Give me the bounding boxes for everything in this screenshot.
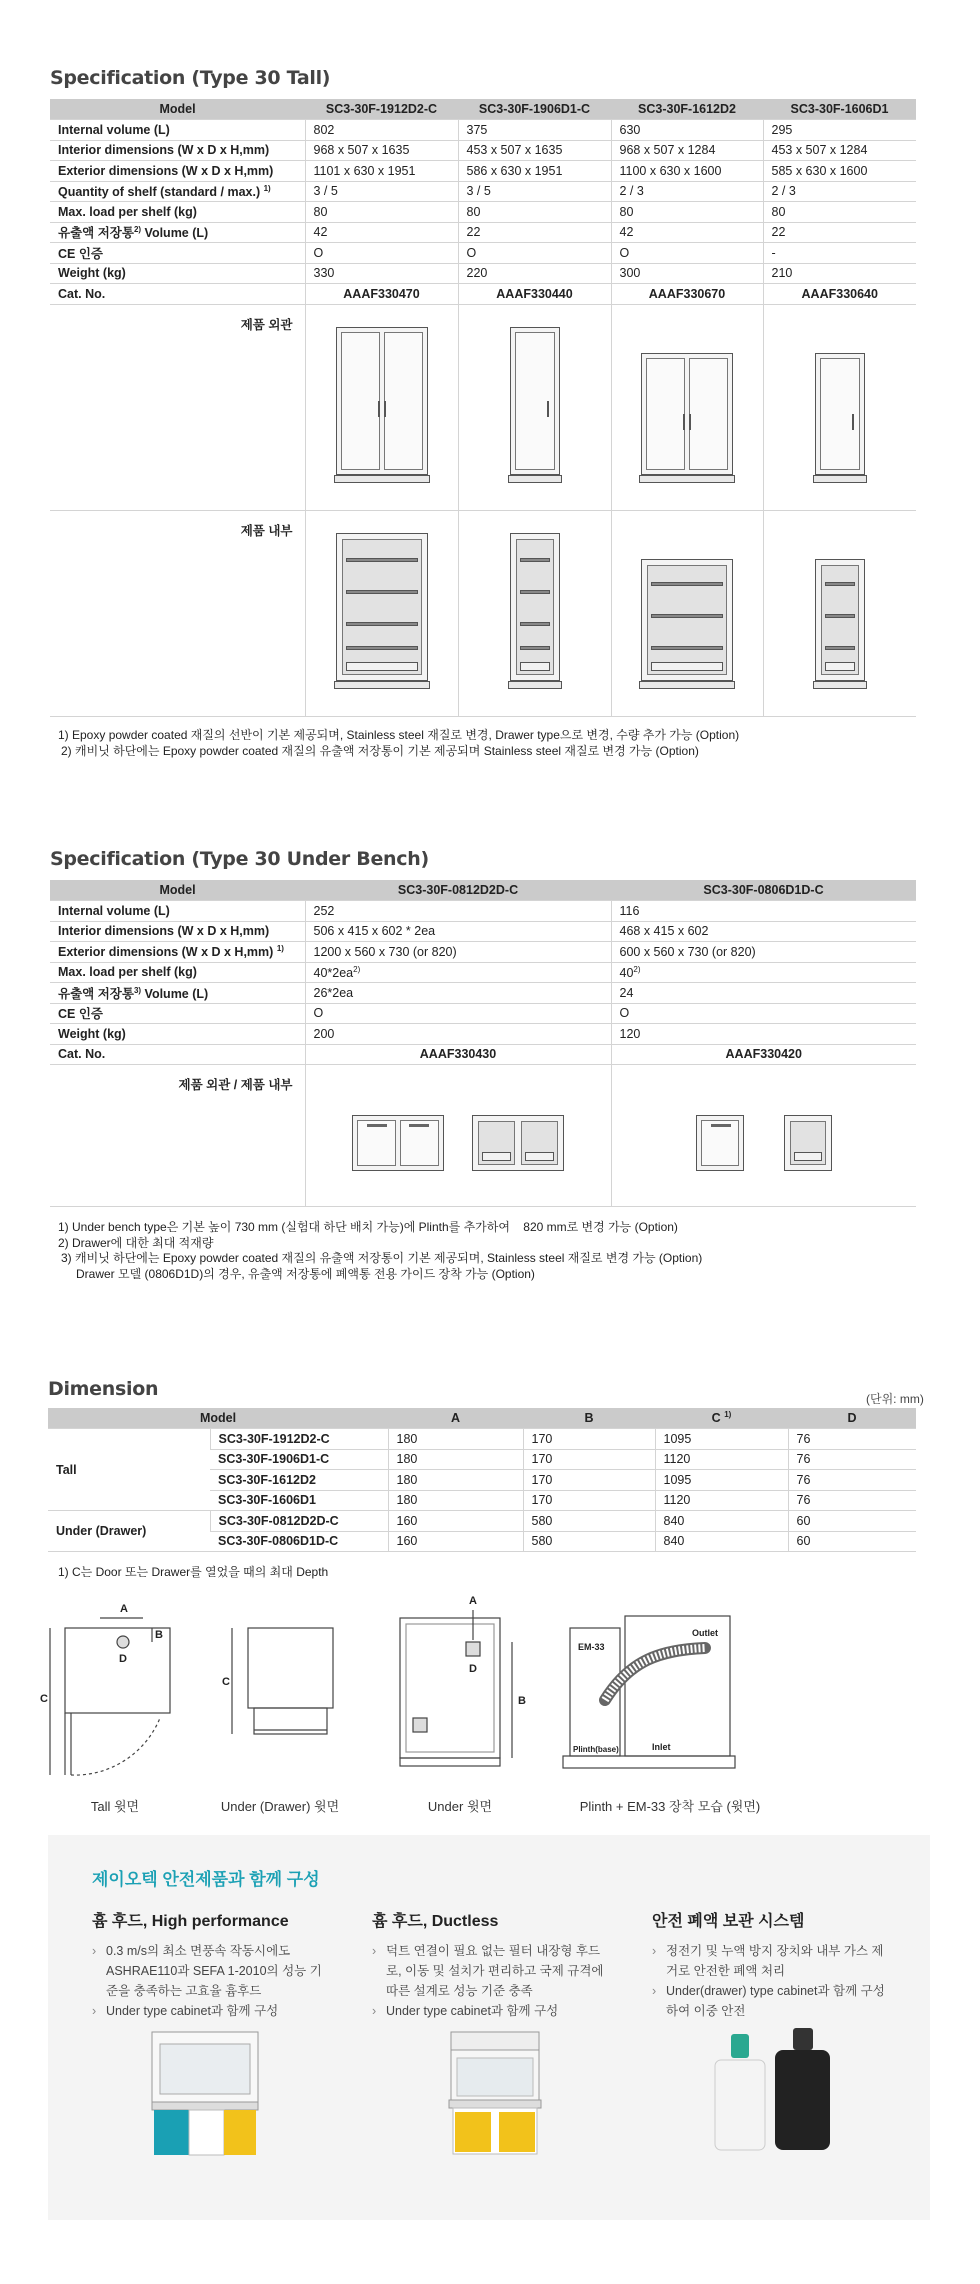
- image-cell: [458, 304, 611, 510]
- model-cell: SC3-30F-1906D1-C: [210, 1449, 388, 1470]
- cell: 76: [788, 1490, 916, 1511]
- cell: 580: [523, 1511, 655, 1532]
- label-text: 유출액 저장통: [58, 226, 134, 241]
- cell: 2 / 3: [611, 181, 763, 202]
- row-label: [50, 181, 305, 202]
- cat-no: AAAF330440: [458, 284, 611, 305]
- cell: 600 x 560 x 730 (or 820): [611, 942, 916, 963]
- note-line: 2) 캐비닛 하단에는 Epoxy powder coated 재질의 유출액 저장통이 기본 제공되며 Stainless steel 재질로 변경 가능 (Option): [61, 743, 699, 758]
- row-label: [50, 983, 305, 1004]
- cell: 375: [458, 120, 611, 141]
- table-row: [50, 284, 916, 305]
- note-line: 2) Drawer에 대한 최대 적재량: [58, 1235, 214, 1250]
- dim-letter-b: B: [155, 1629, 163, 1641]
- exterior-label: 제품 외관: [50, 304, 305, 510]
- cell: O: [611, 243, 763, 264]
- under-cabinet-exterior-image: [352, 1115, 444, 1171]
- cell: 802: [305, 120, 458, 141]
- header-c: [655, 1408, 788, 1429]
- table-row: [50, 1044, 916, 1065]
- model-cell: SC3-30F-1606D1: [210, 1490, 388, 1511]
- row-label: Exterior dimensions (W x D x H,mm): [50, 161, 305, 182]
- cell: 300: [611, 263, 763, 284]
- model-cell: SC3-30F-0812D2D-C: [210, 1511, 388, 1532]
- inlet-label: Inlet: [652, 1742, 671, 1752]
- cell: O: [611, 1003, 916, 1024]
- caption-under: Under 윗면: [427, 1799, 493, 1814]
- cell: 1095: [655, 1470, 788, 1491]
- cell: 170: [523, 1449, 655, 1470]
- header-a: A: [388, 1408, 523, 1429]
- cabinet-interior-image: [510, 533, 560, 681]
- cell: 1101 x 630 x 1951: [305, 161, 458, 182]
- dimension-title: Dimension: [48, 1378, 159, 1400]
- table-row: [50, 983, 916, 1004]
- footnote-mark: 2): [133, 225, 142, 235]
- em33-label: EM-33: [578, 1642, 605, 1652]
- row-label: CE 인증: [50, 243, 305, 264]
- cell: 580: [523, 1531, 655, 1552]
- cell: 330: [305, 263, 458, 284]
- cell: 160: [388, 1531, 523, 1552]
- promo-col: [652, 1908, 892, 2021]
- note-line: 3) 캐비닛 하단에는 Epoxy powder coated 재질의 유출액 저장통이 기본 제공되며, Stainless steel 재질로 변경 가능 (Option): [61, 1251, 703, 1265]
- header-b: B: [523, 1408, 655, 1429]
- cell: 22: [763, 222, 916, 243]
- row-label: Cat. No.: [50, 284, 305, 305]
- promo-item: › 정전기 및 누액 방지 장치와 내부 가스 제거로 안전한 폐액 처리: [652, 1941, 892, 1981]
- note-line: 1) Under bench type은 기본 높이 730 mm (실험대 하단 배치 가능)에 Plinth를 추가하여 820 mm로 변경 가능 (Option): [58, 1220, 678, 1234]
- table-row: [50, 222, 916, 243]
- dimension-table: [48, 1408, 916, 1552]
- cabinet-exterior-image: [815, 353, 865, 475]
- cell: 295: [763, 120, 916, 141]
- cell: 3 / 5: [458, 181, 611, 202]
- cell: 200: [305, 1024, 611, 1045]
- tall-spec-title: Specification (Type 30 Tall): [50, 67, 331, 89]
- cell: 468 x 415 x 602: [611, 921, 916, 942]
- cabinet-exterior-image: [641, 353, 733, 475]
- table-row: [50, 120, 916, 141]
- waste-storage-system-image: [705, 2020, 835, 2160]
- fume-hood-high-performance-image: [150, 2030, 260, 2160]
- cell: 80: [763, 202, 916, 223]
- row-label: Interior dimensions (W x D x H,mm): [50, 140, 305, 161]
- fume-hood-ductless-image: [445, 2030, 545, 2160]
- model-cell: SC3-30F-1612D2: [210, 1470, 388, 1491]
- footnote-mark: 2): [353, 964, 361, 974]
- row-label: Interior dimensions (W x D x H,mm): [50, 921, 305, 942]
- table-row: [50, 1024, 916, 1045]
- cell: 170: [523, 1429, 655, 1450]
- cabinet-interior-image: [336, 533, 428, 681]
- caption-under-drawer: Under (Drawer) 윗면: [220, 1799, 340, 1814]
- cell: 968 x 507 x 1284: [611, 140, 763, 161]
- label-text: Exterior dimensions (W x D x H,mm): [58, 945, 274, 960]
- cell: 210: [763, 263, 916, 284]
- table-row: [50, 181, 916, 202]
- row-label: CE 인증: [50, 1003, 305, 1024]
- model-cell: SC3-30F-0806D1D-C: [210, 1531, 388, 1552]
- cell: 1120: [655, 1490, 788, 1511]
- label-text: Volume (L): [141, 986, 209, 1001]
- row-label: [50, 222, 305, 243]
- table-row: [50, 921, 916, 942]
- header-col: SC3-30F-1912D2-C: [305, 99, 458, 120]
- image-cell: [763, 304, 916, 510]
- cell: 585 x 630 x 1600: [763, 161, 916, 182]
- dim-letter-a: A: [469, 1595, 477, 1607]
- footnote-mark: 1): [724, 1410, 732, 1420]
- table-row: [48, 1429, 916, 1450]
- row-label: Internal volume (L): [50, 901, 305, 922]
- row-label: Internal volume (L): [50, 120, 305, 141]
- under-cabinet-exterior-image: [696, 1115, 744, 1171]
- dim-letter-c: C: [40, 1693, 48, 1705]
- note-line: Drawer 모델 (0806D1D)의 경우, 유출액 저장통에 폐액통 전용 가이드 장착 가능 (Option): [76, 1266, 535, 1281]
- promo-heading: 흄 후드, Ductless: [372, 1913, 499, 1930]
- cell: 80: [611, 202, 763, 223]
- label-text: Quantity of shelf (standard / max.): [58, 184, 261, 199]
- header-col: SC3-30F-1606D1: [763, 99, 916, 120]
- image-row: [50, 1065, 916, 1207]
- group-label: Tall: [48, 1429, 210, 1511]
- promo-item: › 0.3 m/s의 최소 면풍속 작동시에도 ASHRAE110과 SEFA 1-2010의 성능 기준을 충족하는 고효율 흄후드: [92, 1941, 332, 2001]
- under-notes: [58, 1220, 702, 1282]
- label-text: 유출액 저장통: [58, 986, 134, 1001]
- cell: 60: [788, 1511, 916, 1532]
- tall-spec-table: [50, 99, 916, 717]
- table-header-row: [50, 99, 916, 120]
- caption-tall: Tall 윗면: [90, 1799, 140, 1814]
- header-col: SC3-30F-1906D1-C: [458, 99, 611, 120]
- tall-notes: [58, 728, 739, 759]
- image-cell: [305, 304, 458, 510]
- cabinet-interior-image: [815, 559, 865, 681]
- cell: 180: [388, 1449, 523, 1470]
- cat-no: AAAF330430: [305, 1044, 611, 1065]
- table-header-row: [50, 880, 916, 901]
- table-row: [50, 140, 916, 161]
- cell: 180: [388, 1470, 523, 1491]
- table-row: [50, 1003, 916, 1024]
- under-spec-table: [50, 880, 916, 1207]
- cell: 42: [305, 222, 458, 243]
- header-c-text: C: [711, 1411, 721, 1426]
- cabinet-exterior-image: [336, 327, 428, 475]
- cell: 586 x 630 x 1951: [458, 161, 611, 182]
- cat-no: AAAF330670: [611, 284, 763, 305]
- promo-heading: 안전 폐액 보관 시스템: [652, 1913, 805, 1930]
- image-cell: [763, 510, 916, 716]
- cell: 630: [611, 120, 763, 141]
- row-label: Max. load per shelf (kg): [50, 962, 305, 983]
- image-cell: [611, 510, 763, 716]
- table-row: [50, 243, 916, 264]
- cell: 120: [611, 1024, 916, 1045]
- dim-letter-a: A: [120, 1603, 128, 1615]
- unit-label: (단위: mm): [866, 1392, 924, 1406]
- cell: -: [763, 243, 916, 264]
- under-spec-title: Specification (Type 30 Under Bench): [50, 848, 429, 870]
- footnote-mark: 3): [133, 985, 142, 995]
- table-row: [50, 962, 916, 983]
- cat-no: AAAF330640: [763, 284, 916, 305]
- exterior-image-row: [50, 304, 916, 510]
- cell: 3 / 5: [305, 181, 458, 202]
- cell: 24: [611, 983, 916, 1004]
- under-cabinet-interior-image: [784, 1115, 832, 1171]
- plinth-label: Plinth(base): [573, 1745, 619, 1754]
- cell: 170: [523, 1470, 655, 1491]
- row-label: Weight (kg): [50, 263, 305, 284]
- cell: 42: [611, 222, 763, 243]
- cat-no: AAAF330470: [305, 284, 458, 305]
- promo-heading: 흄 후드, High performance: [92, 1913, 289, 1930]
- cell: 840: [655, 1511, 788, 1532]
- cell: 22: [458, 222, 611, 243]
- cell: 80: [305, 202, 458, 223]
- cell-text: 40: [619, 965, 634, 980]
- dim-letter-d: D: [469, 1663, 477, 1675]
- cell: O: [305, 243, 458, 264]
- promo-item: › Under type cabinet과 함께 구성: [92, 2001, 332, 2021]
- caption-plinth: Plinth + EM-33 장착 모습 (윗면): [579, 1799, 761, 1814]
- table-row: [50, 263, 916, 284]
- cell: 252: [305, 901, 611, 922]
- cell: 76: [788, 1449, 916, 1470]
- model-cell: SC3-30F-1912D2-C: [210, 1429, 388, 1450]
- promo-col: [372, 1908, 612, 2021]
- cell: 1120: [655, 1449, 788, 1470]
- outlet-label: Outlet: [692, 1628, 718, 1638]
- cell: 180: [388, 1490, 523, 1511]
- cell: 76: [788, 1470, 916, 1491]
- header-col: SC3-30F-0812D2D-C: [305, 880, 611, 901]
- cell: 160: [388, 1511, 523, 1532]
- cell: 1100 x 630 x 1600: [611, 161, 763, 182]
- header-model: Model: [48, 1408, 388, 1429]
- table-row: [50, 942, 916, 963]
- cell: 1200 x 560 x 730 (or 820): [305, 942, 611, 963]
- image-label: 제품 외관 / 제품 내부: [50, 1065, 305, 1207]
- cat-no: AAAF330420: [611, 1044, 916, 1065]
- image-cell: [611, 304, 763, 510]
- promo-item: › 덕트 연결이 필요 없는 필터 내장형 후드로, 이동 및 설치가 편리하고 국제 규격에 따른 설계로 성능 기준 충족: [372, 1941, 612, 2001]
- cell: 180: [388, 1429, 523, 1450]
- cell: 453 x 507 x 1284: [763, 140, 916, 161]
- cell: O: [305, 1003, 611, 1024]
- table-header-row: [48, 1408, 916, 1429]
- note-line: 1) Epoxy powder coated 재질의 선반이 기본 제공되며, Stainless steel 재질로 변경, Drawer type으로 변경, 수량 추가 가능 (Option): [58, 728, 740, 742]
- promo-item: › Under(drawer) type cabinet과 함께 구성하여 이중 안전: [652, 1981, 892, 2021]
- footnote-mark: 2): [633, 964, 641, 974]
- cell: 80: [458, 202, 611, 223]
- cell: [305, 962, 611, 983]
- image-cell: [611, 1065, 916, 1207]
- dimension-drawings: [40, 1590, 940, 1790]
- cell: [611, 962, 916, 983]
- interior-image-row: [50, 510, 916, 716]
- row-label: Max. load per shelf (kg): [50, 202, 305, 223]
- cell: 968 x 507 x 1635: [305, 140, 458, 161]
- header-d: D: [788, 1408, 916, 1429]
- header-col: SC3-30F-1612D2: [611, 99, 763, 120]
- cell: O: [458, 243, 611, 264]
- cell: 840: [655, 1531, 788, 1552]
- image-cell: [305, 510, 458, 716]
- image-cell: [305, 1065, 611, 1207]
- dim-letter-d: D: [119, 1653, 127, 1665]
- label-text: Volume (L): [141, 226, 209, 241]
- header-model: Model: [50, 99, 305, 120]
- header-model: Model: [50, 880, 305, 901]
- promo-title: 제이오텍 안전제품과 함께 구성: [92, 1870, 320, 1889]
- cell: 170: [523, 1490, 655, 1511]
- table-row: [50, 161, 916, 182]
- cell: 506 x 415 x 602 * 2ea: [305, 921, 611, 942]
- group-label: Under (Drawer): [48, 1511, 210, 1552]
- cabinet-exterior-image: [510, 327, 560, 475]
- cell: 26*2ea: [305, 983, 611, 1004]
- cabinet-interior-image: [641, 559, 733, 681]
- table-row: [50, 202, 916, 223]
- cell: 116: [611, 901, 916, 922]
- image-cell: [458, 510, 611, 716]
- cell: 1095: [655, 1429, 788, 1450]
- cell-text: 40*2ea: [313, 965, 354, 980]
- row-label: Weight (kg): [50, 1024, 305, 1045]
- table-row: [48, 1511, 916, 1532]
- cell: 2 / 3: [763, 181, 916, 202]
- cell: 76: [788, 1429, 916, 1450]
- interior-label: 제품 내부: [50, 510, 305, 716]
- footnote-mark: 1): [276, 944, 284, 954]
- row-label: [50, 942, 305, 963]
- header-col: SC3-30F-0806D1D-C: [611, 880, 916, 901]
- cell: 220: [458, 263, 611, 284]
- footnote-mark: 1): [263, 183, 271, 193]
- table-row: [50, 901, 916, 922]
- cell: 453 x 507 x 1635: [458, 140, 611, 161]
- promo-col: [92, 1908, 332, 2021]
- promo-item: › Under type cabinet과 함께 구성: [372, 2001, 612, 2021]
- cell: 60: [788, 1531, 916, 1552]
- under-cabinet-interior-image: [472, 1115, 564, 1171]
- dimension-note: 1) C는 Door 또는 Drawer를 열었을 때의 최대 Depth: [58, 1565, 329, 1579]
- dim-letter-c: C: [222, 1676, 230, 1688]
- row-label: Cat. No.: [50, 1044, 305, 1065]
- dim-letter-b: B: [518, 1695, 526, 1707]
